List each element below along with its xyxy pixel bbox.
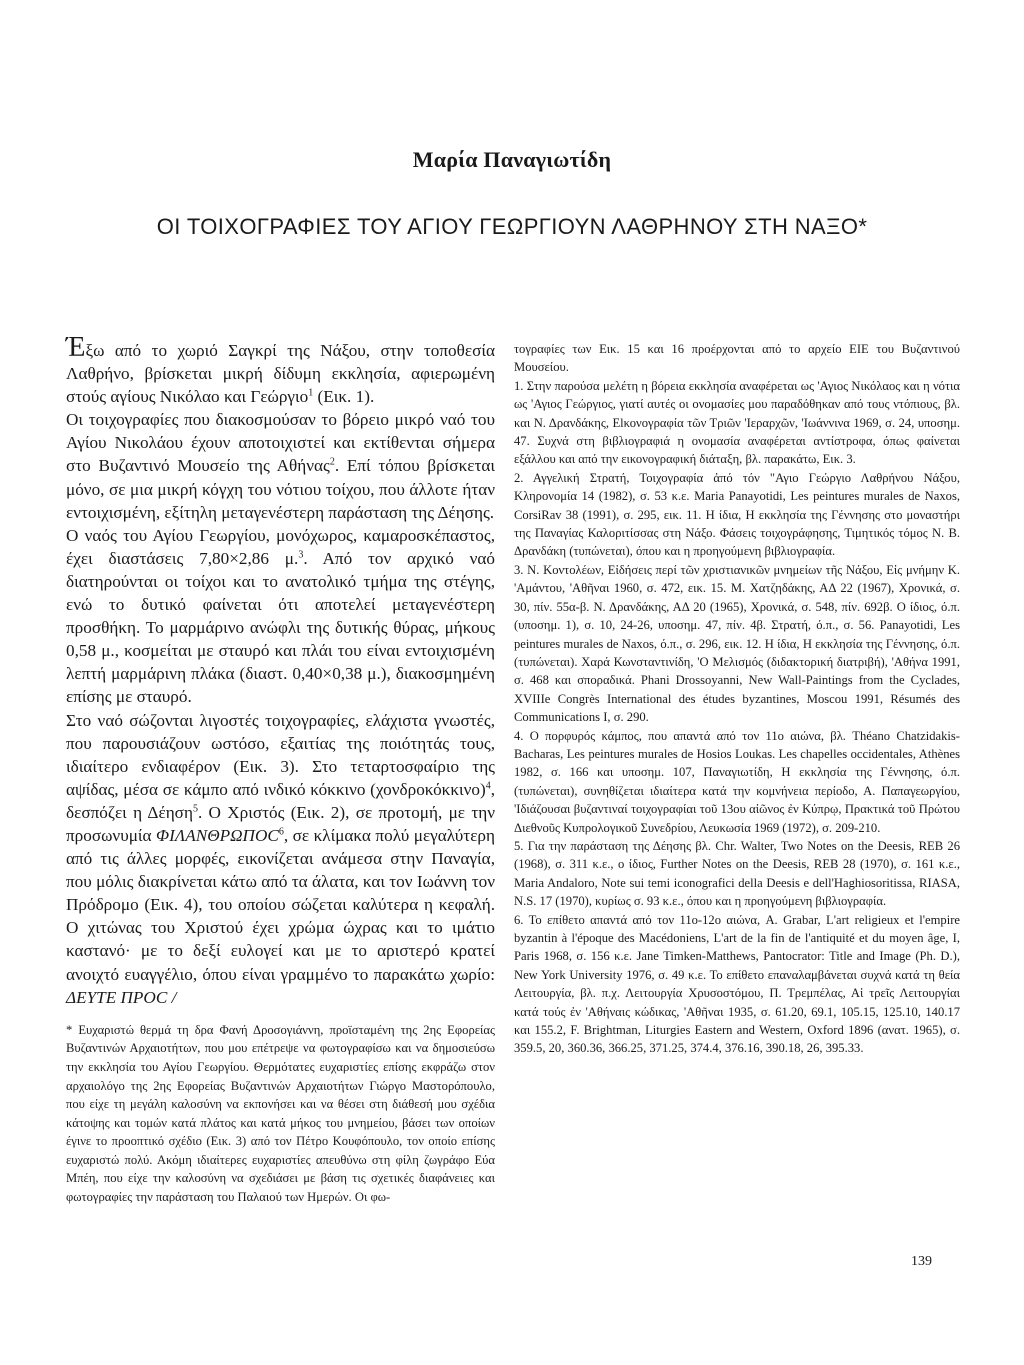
footnote-5: 5. Για την παράσταση της Δέησης βλ. Chr. Walter, Two Notes on the Deesis, REB 26 (1968), σ. 311 κ.ε., ο ίδιος, Further Notes on the Deesis, REB 28 (1970), σ. 161 κ.ε., Maria Andaloro, Note sui temi iconografici della Deesis e dell'Haghiosoritissa, RIASA, N.S. 17 (1970), κυρίως σ. 93 κ.ε., όπου και η προηγούμενη βιβλιογραφία. bbox=[514, 838, 960, 909]
footnote-ref: 4 bbox=[485, 780, 491, 792]
paragraph-4 bbox=[66, 709, 495, 1009]
paragraph-1 bbox=[66, 332, 495, 408]
footnote-ref: 3 bbox=[298, 549, 304, 561]
right-column bbox=[514, 340, 960, 1058]
left-column bbox=[66, 332, 495, 1207]
acknowledgement-note: * Ευχαριστώ θερμά τη δρα Φανή Δροσογιάννη, προϊσταμένη της 2ης Εφορείας Βυζαντινών Αρχαιοτήτων, που μου επέτρεψε να φωτογραφίσω και να δημοσιεύσω την εκκλησία του Αγίου Γεωργίου. Θερμότατες ευχαριστίες επίσης εκφράζω στον αρχαιολόγο της 2ης Εφορείας Βυζαντινών Αρχαιοτήτων Γιώργο Μαστορόπουλο, που είχε τη μεγάλη καλοσύνη να εκπονήσει και να θέσει στη διάθεσή μου σχέδια κάτοψης και τομών κατά πλάτος και κατά μήκος του μνημείου, βάσει των οποίων έγινε το προοπτικό σχέδιο (Εικ. 3) από τον Πέτρο Κουφόπουλο, τον οποίο επίσης ευχαριστώ πολύ. Ακόμη ιδιαίτερες ευχαριστίες απευθύνω στη φίλη ζωγράφο Εύα Μπέη, που είχε την καλοσύνη να σχεδιάσει με βάση τις σχετικές διαφάνειες και φωτογραφίες την παράσταση του Παλαιού των Ημερών. Οι φω- bbox=[66, 1022, 495, 1205]
paragraph-text: Ο ναός του Αγίου Γεωργίου, μονόχωρος, καμαροσκέπαστος, έχει διαστάσεις 7,80×2,86 μ. bbox=[66, 525, 495, 568]
footnote-3: 3. Ν. Κοντολέων, Εἰδήσεις περί τῶν χριστιανικῶν μνημείων τῆς Νάξου, Εἰς μνήμην Κ. 'Αμάντου, 'Αθῆναι 1960, σ. 472, εικ. 15. Μ. Χατζηδάκης, ΑΔ 22 (1967), Χρονικά, σ. 30, πίν. 55α-β. Ν. Δρανδάκης, ΑΔ 20 (1965), Χρονικά, σ. 548, πίν. 692β. Ο ίδιος, ό.π. (υποσημ. 1), σ. 10, 24-26, υποσημ. 47, πίν. 4β. Στρατή, ό.π., σ. 56. Panayotidi, Les peintures murales de Naxos, ό.π., σ. 296, εικ. 12. Η ίδια, Η εκκλησία της Γέννησης, ό.π. (τυπώνεται). Χαρά Κωνσταντινίδη, 'Ο Μελισμός (διδακτορική διατριβή), 'Αθήνα 1991, σ. 468 και σποραδικά. Phani Drossoyanni, New Wall-Paintings from the Cyclades, XVIIIe Congrès International des études byzantines, Moscou 1991, Résumés des Communications I, σ. 290. bbox=[514, 562, 960, 725]
inscription-text: ΔΕΥΤΕ ΠΡΟC / bbox=[66, 987, 177, 1007]
paragraph-text: ξω από το χωριό Σαγκρί της Νάξου, στην τοποθεσία Λαθρήνο, βρίσκεται μικρή δίδυμη εκκλησία, αφιερωμένη στούς αγίους Νικόλαο και Γεώργιο bbox=[66, 341, 495, 407]
paragraph-2 bbox=[66, 408, 495, 523]
paragraph-text: . Από τον αρχικό ναό διατηρούνται οι τοίχοι και το ανατολικό τμήμα της στέγης, ενώ το δυτικό φαίνεται ότι αποτελεί μεταγενέστερη προσθήκη. Το μαρμάρινο ανώφλι της δυτικής θύρας, μήκους 0,58 μ., κοσμείται με σταυρό και πλάι του είναι εντοιχισμένη λεπτή μαρμάρινη πλάκα (διαστ. 0,40×0,38 μ.), διακοσμημένη επίσης με σταυρό. bbox=[66, 548, 495, 707]
footnote-ref: 5 bbox=[192, 803, 198, 815]
paragraph-text: Στο ναό σώζονται λιγοστές τοιχογραφίες, ελάχιστα γνωστές, που παρουσιάζουν ωστόσο, εξαιτίας της ποιότητάς τους, ιδιαίτερο ενδιαφέρον (Εικ. 3). Στο τεταρτοσφαίριο της αψίδας, μέσα σε κάμπο από ινδικό κόκκινο (χονδροκόκκινο) bbox=[66, 710, 495, 799]
footnote-ref: 2 bbox=[329, 456, 335, 468]
drop-cap: Έ bbox=[66, 332, 86, 363]
footnotes bbox=[514, 340, 960, 1058]
article-title: ΟΙ ΤΟΙΧΟΓΡΑΦΙΕΣ ΤΟΥ ΑΓΙΟΥ ΓΕΩΡΓΙΟΥΝ ΛΑΘΡΗΝΟΥ ΣΤΗ ΝΑΞΟ* bbox=[156, 214, 868, 239]
paragraph-text: . Ο Χριστός (Εικ. 2), σε προτομή, με την προσωνυμία bbox=[66, 802, 495, 845]
footnote-ref: 1 bbox=[308, 387, 314, 399]
main-text bbox=[66, 332, 495, 1009]
footnote-ref: 6 bbox=[278, 826, 284, 838]
paragraph-text: , σε κλίμακα πολύ μεγαλύτερη από τις άλλες μορφές, εικονίζεται ανάμεσα στην Παναγία, που μόλις διακρίνεται κάτω από τα άλατα, και τον Ιωάννη τον Πρόδρομο (Εικ. 4), του οποίου σώζεται καλύτερα η κεφαλή. Ο χιτώνας του Χριστού έχει χρώμα ώχρας και το ιμάτιο καστανό· με το δεξί ευλογεί και με το αριστερό κρατεί ανοιχτό ευαγγέλιο, όπου είναι γραμμένο το παρακάτω χωρίο: bbox=[66, 825, 495, 984]
paragraph-3 bbox=[66, 524, 495, 709]
page-number: 139 bbox=[911, 1254, 932, 1269]
inscription-text: ΦΙΛΑΝΘΡΩΠΟC bbox=[156, 825, 279, 845]
footnote-6: 6. Το επίθετο απαντά από τον 11ο-12ο αιώνα, A. Grabar, L'art religieux et l'empire byzantin à l'époque des Macédoniens, L'art de la fin de l'antiquité et du moyen âge, I, Paris 1968, σ. 156 κ.ε. Jane Timken-Matthews, Pantocrator: Title and Image (Ph. D.), New York University 1976, σ. 49 κ.ε. Το επίθετο επαναλαμβάνεται συχνά κατά τη θεία Λειτουργία, βλ. π.χ. Λειτουργία Χρυσοστόμου, Π. Τρεμπέλας, Αἱ τρεῖς Λειτουργίαι κατά τούς ἐν 'Αθήναις κώδικας, 'Αθῆναι 1935, σ. 61.20, 69.1, 105.15, 125.10, 140.17 και 155.2, F. Brightman, Liturgies Eastern and Western, Oxford 1896 (ανατ. 1965), σ. 359.5, 20, 360.36, 366.25, 371.25, 374.4, 376.16, 390.18, 26, 395.33. bbox=[514, 912, 960, 1056]
footnote-continuation: τογραφίες των Εικ. 15 και 16 προέρχονται από το αρχείο ΕΙΕ του Βυζαντινού Μουσείου. bbox=[514, 342, 960, 375]
paragraph-text: . Επί τόπου βρίσκεται μόνο, σε μια μικρή κόγχη του νότιου τοίχου, που άλλοτε ήταν εντοιχισμένη, εξίτηλη μεταγενέστερη παράσταση της Δέησης. bbox=[66, 456, 495, 522]
footnote-2: 2. Αγγελική Στρατή, Τοιχογραφία ἀπό τόν "Αγιο Γεώργιο Λαθρήνου Νάξου, Κληρονομία 14 (1982), σ. 53 κ.ε. Maria Panayotidi, Les peintures murales de Naxos, CorsiRav 38 (1991), σ. 295, εικ. 11. Η ίδια, Η εκκλησία της Γέννησης στο μοναστήρι της Παναγίας Καλοριτίσσας στη Νάξο. Φάσεις τοιχογράφησης, Τιμητικός τόμος Ν. Β. Δρανδάκη (τυπώνεται), όπου και η προηγούμενη βιβλιογραφία. bbox=[514, 470, 960, 559]
author-name: Μαρία Παναγιωτίδη bbox=[412, 147, 612, 172]
paragraph-text: (Εικ. 1). bbox=[313, 387, 375, 407]
footnote-4: 4. Ο πορφυρός κάμπος, που απαντά από τον 11ο αιώνα, βλ. Théano Chatzidakis-Bacharas, Les peintures murales de Hosios Loukas. Les chapelles occidentales, Athènes 1982, σ. 166 και υποσημ. 107, Παναγιωτίδη, Η εκκλησία της Γέννησης, ό.π. (τυπώνεται), συνηθίζεται ιδιαίτερα κατά την κομνήνεια περίοδο, Α. Παπαγεωργίου, 'Ιδιάζουσαι βυζαντιναί τοιχογραφίαι τοῦ 13ου αἰῶνος ἐν Κύπρῳ, Πρακτικά τοῦ Πρώτου Διεθνοῦς Κυπρολογικοῦ Συνεδρίου, Λευκωσία 1969 (1972), σ. 209-210. bbox=[514, 728, 960, 835]
footnote-1: 1. Στην παρούσα μελέτη η βόρεια εκκλησία αναφέρεται ως 'Αγιος Νικόλαος και η νότια ως 'Αγιος Γεώργιος, γιατί αυτές οι ονομασίες μου παραδόθηκαν από τους ντόπιους, βλ. και Ν. Δρανδάκης, Εlκονογραφία τῶν Τριῶν 'Ιεραρχῶν, 'Ιωάννινα 1969, σ. 24, υποσημ. 47. Συχνά στη βιβλιογραφιά η ονομασία αναφέρεται αντίστροφα, όπως φαίνεται εξάλλου και από την εικονογραφική διάταξη, βλ. παρακάτω, Εικ. 3. bbox=[514, 378, 960, 467]
paragraph-text: Οι τοιχογραφίες που διακοσμούσαν το βόρειο μικρό ναό του Αγίου Νικολάου έχουν αποτοιχιστεί και εκτίθενται σήμερα στο Βυζαντινό Μουσείο της Αθήνας bbox=[66, 410, 495, 476]
paragraph-text: , δεσπόζει η Δέηση bbox=[66, 779, 495, 822]
